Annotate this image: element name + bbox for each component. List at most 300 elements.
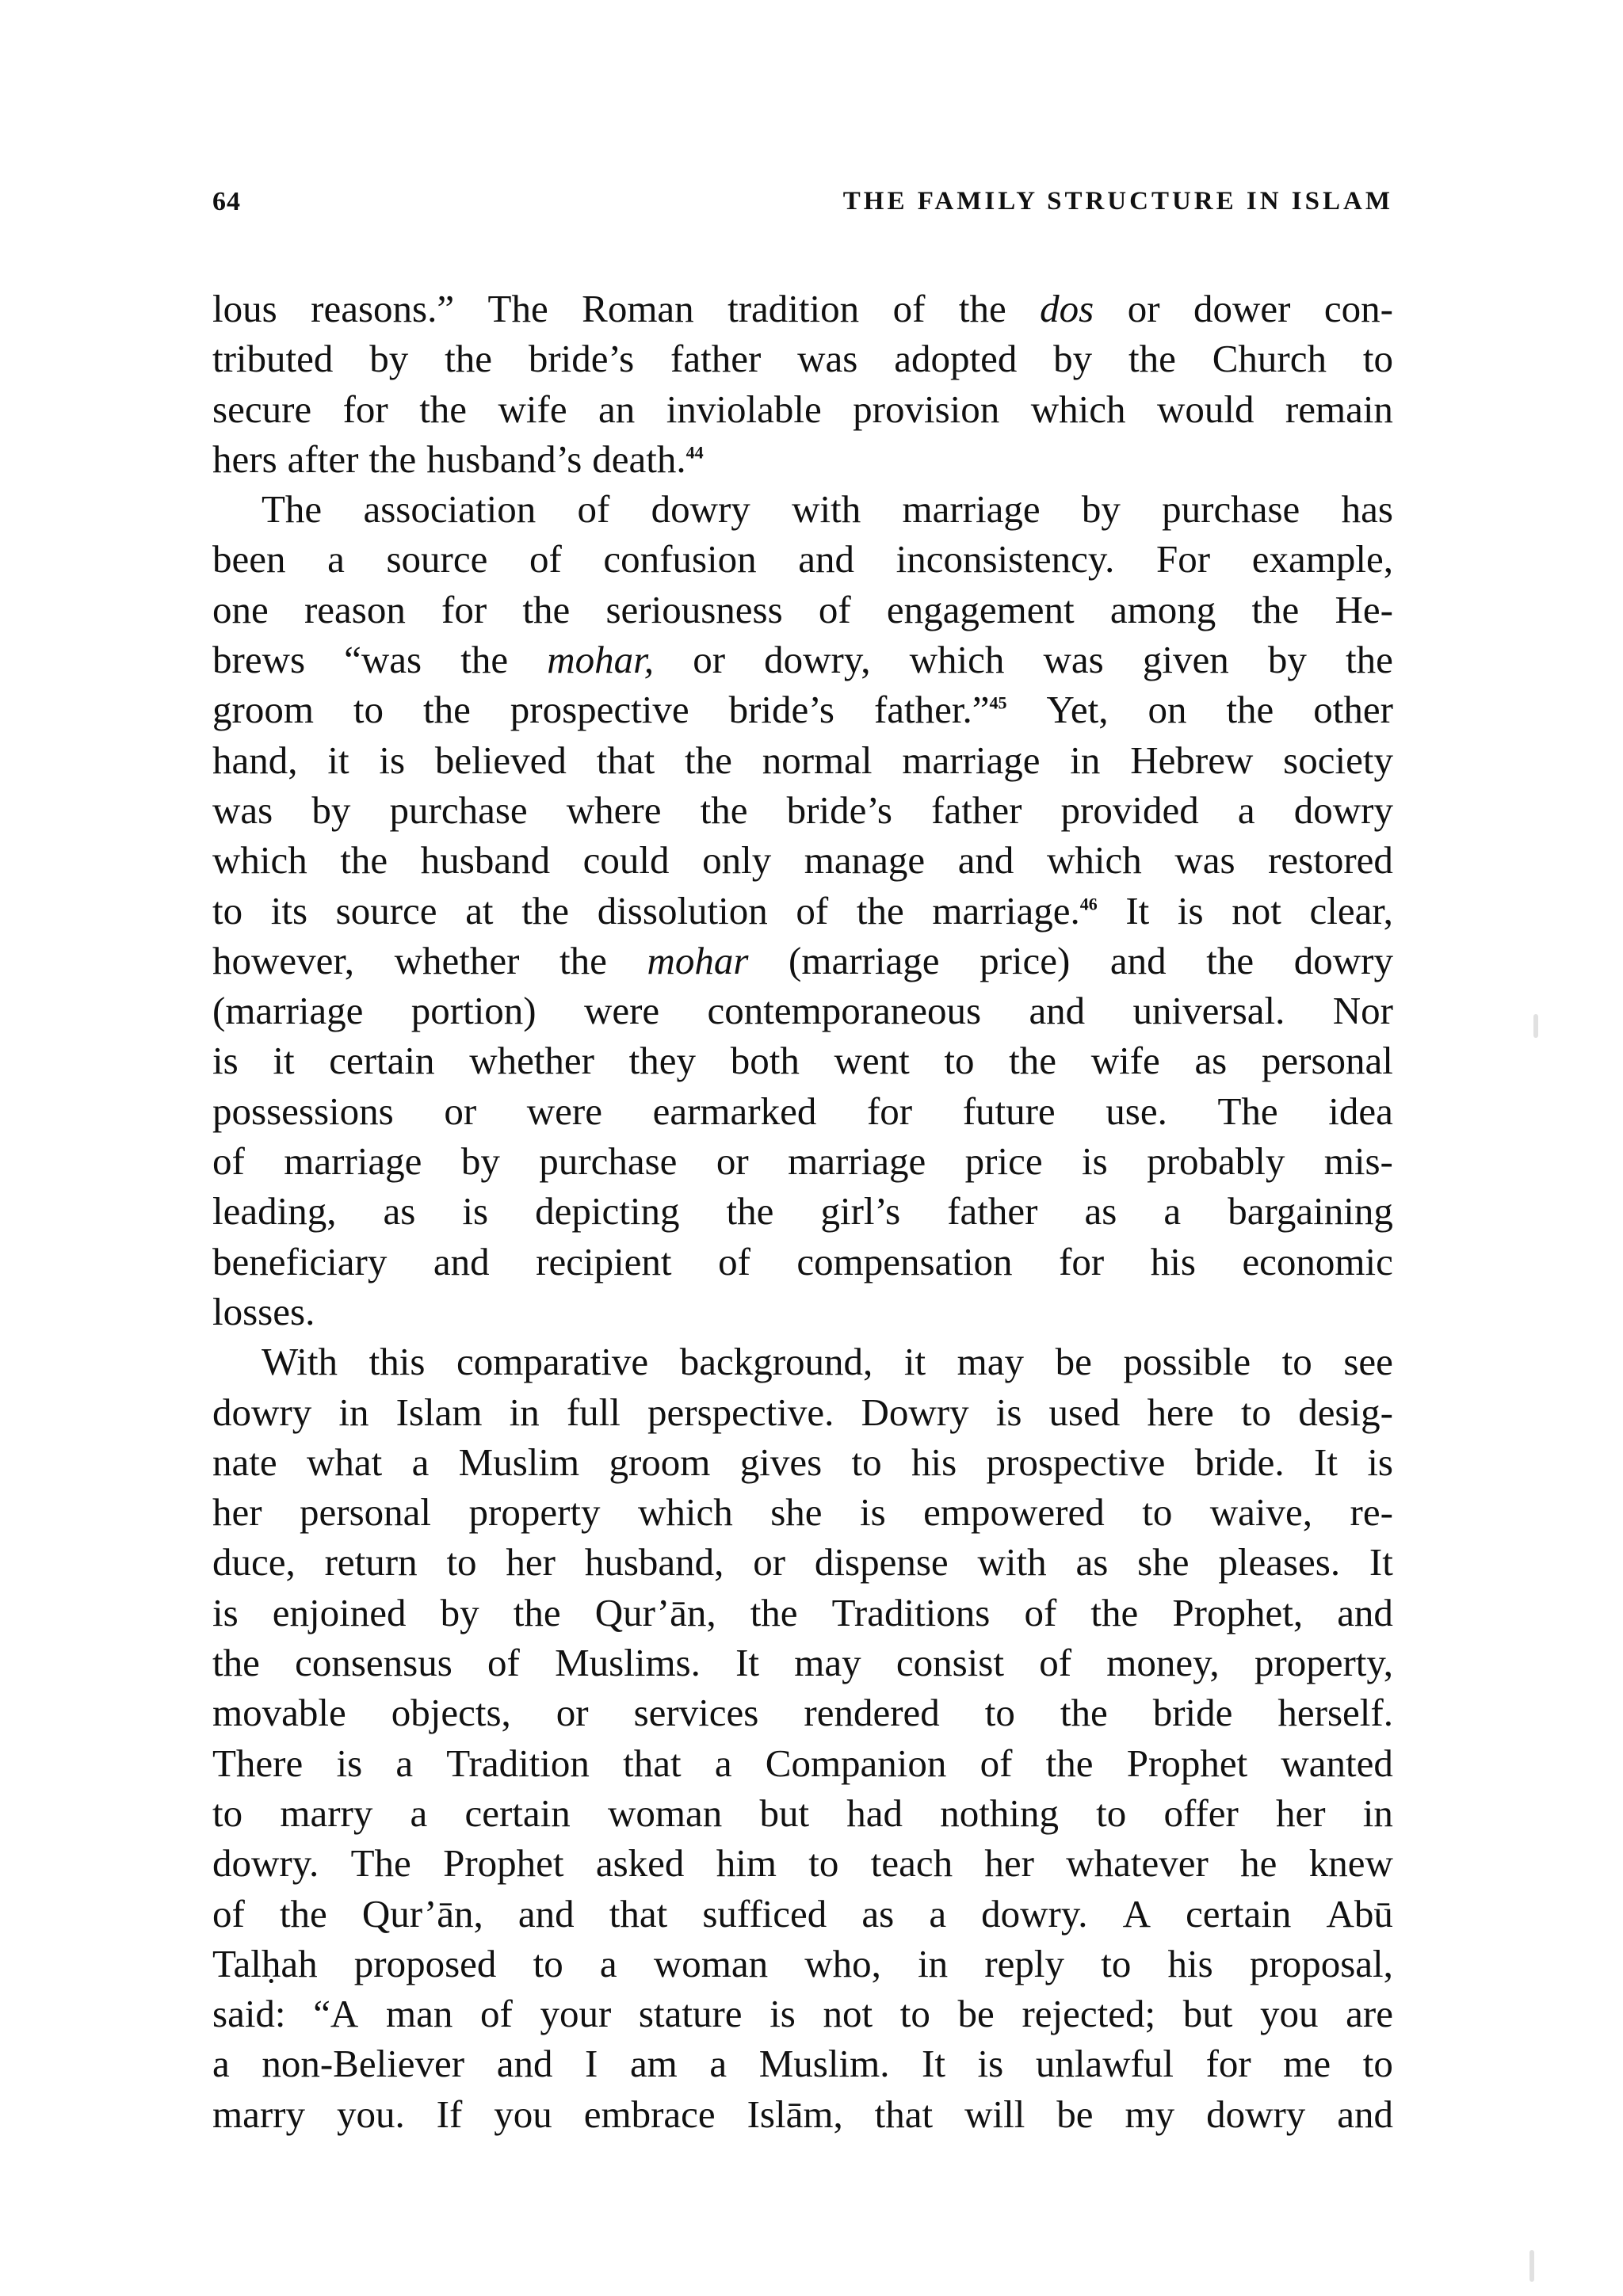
word: “was: [344, 638, 422, 682]
word: bride’s: [528, 337, 635, 381]
word: rendered: [804, 1691, 940, 1735]
word: however,: [212, 938, 354, 982]
word: her: [1276, 1791, 1326, 1835]
text-line: [212, 1186, 1393, 1236]
word: is: [1082, 1139, 1108, 1184]
word: a: [212, 2042, 230, 2086]
word: services: [633, 1691, 759, 1735]
word: offer: [1163, 1791, 1239, 1835]
word: prospective: [986, 1440, 1166, 1484]
word: is: [860, 1490, 886, 1535]
word: or: [753, 1540, 786, 1585]
running-title: THE FAMILY STRUCTURE IN ISLAM: [842, 187, 1393, 215]
word: perspective.: [647, 1390, 834, 1434]
word: you.: [336, 2092, 405, 2136]
word: use.: [1106, 1089, 1167, 1133]
word: to: [1240, 1390, 1272, 1434]
word: a: [714, 1741, 732, 1785]
word: gives: [739, 1440, 823, 1484]
word: and: [1029, 989, 1086, 1033]
word: his: [911, 1440, 957, 1484]
word: the: [726, 1189, 774, 1234]
text-line: [212, 735, 1393, 785]
word: would: [1156, 387, 1254, 431]
word: be: [957, 1992, 995, 2036]
text-line: [212, 534, 1393, 584]
text-line: [212, 1437, 1393, 1487]
word: to: [353, 688, 384, 732]
word: which: [637, 1490, 733, 1535]
word: for: [866, 1089, 913, 1133]
word: the: [750, 1590, 798, 1634]
word: Prophet: [1126, 1741, 1248, 1785]
word: consist: [896, 1641, 1004, 1685]
word: whether: [469, 1039, 595, 1083]
word: economic: [1242, 1239, 1393, 1283]
word: by: [311, 788, 351, 832]
word: comparative: [456, 1340, 649, 1384]
word: price): [980, 938, 1071, 982]
running-head: [212, 187, 1393, 231]
word: of: [818, 587, 851, 631]
word: is: [336, 1741, 363, 1785]
word: Companion: [765, 1741, 947, 1785]
word: objects,: [391, 1691, 511, 1735]
word: by: [1267, 638, 1307, 682]
word: and: [1337, 1590, 1393, 1634]
word: that: [596, 738, 655, 782]
word: duce,: [212, 1540, 296, 1585]
word: only: [702, 838, 772, 883]
word: marriage: [788, 1139, 926, 1184]
word: It: [922, 2042, 945, 2086]
word: probably: [1147, 1139, 1285, 1184]
word: brews: [212, 638, 306, 682]
word: tradition: [727, 287, 860, 330]
word: by: [369, 337, 409, 381]
word: rejected;: [1022, 1992, 1156, 2036]
word: clear,: [1309, 888, 1393, 933]
word: and: [496, 2042, 553, 2086]
word: this: [369, 1340, 426, 1384]
word: and: [957, 838, 1014, 883]
word: a: [709, 2042, 727, 2086]
word: inconsistency.: [896, 537, 1115, 582]
word: the: [1128, 337, 1176, 381]
text-line: [212, 384, 1393, 434]
word: him: [716, 1841, 777, 1886]
word: pleases.: [1218, 1540, 1341, 1585]
word: the: [521, 888, 570, 933]
word: dowry.: [212, 1841, 319, 1886]
word: the: [700, 788, 748, 832]
word: woman: [653, 1941, 769, 1985]
word: (marriage: [212, 989, 364, 1033]
word: compensation: [796, 1239, 1013, 1283]
word: The: [487, 287, 548, 330]
word: believed: [434, 738, 567, 782]
word: hers: [212, 437, 277, 481]
word: source: [335, 888, 437, 933]
word: manage: [804, 838, 926, 883]
text-line: [212, 334, 1393, 383]
word: seriousness: [605, 587, 783, 631]
word: the: [369, 437, 417, 481]
word: the: [513, 1590, 561, 1634]
word: sufficed: [702, 1891, 827, 1936]
word: of: [1039, 1641, 1072, 1685]
word: teach: [870, 1841, 953, 1886]
word: by: [1081, 487, 1121, 532]
word: and: [1337, 2092, 1393, 2136]
word: other: [1313, 688, 1393, 732]
word: to: [1281, 1340, 1312, 1384]
word: been: [212, 537, 286, 582]
word: as: [1084, 1189, 1117, 1234]
text-line: [212, 2039, 1393, 2088]
text-line: [212, 1537, 1393, 1587]
word: among: [1109, 587, 1216, 631]
word: marry: [212, 2092, 305, 2136]
word: at: [465, 888, 494, 933]
word: to: [533, 1941, 563, 1985]
word: as: [861, 1891, 895, 1936]
word: is: [769, 1992, 796, 2036]
word: were: [583, 989, 660, 1033]
word: is: [1177, 888, 1204, 933]
word: a: [395, 1741, 414, 1785]
word: that: [623, 1741, 682, 1785]
word: in: [1070, 738, 1101, 782]
word: a: [599, 1941, 617, 1985]
word: but: [759, 1791, 810, 1835]
word: society: [1283, 738, 1393, 782]
text-line: [212, 1939, 1393, 1989]
word: not: [1232, 888, 1281, 933]
word: was: [797, 337, 858, 381]
text-line: [212, 1337, 1393, 1386]
word: A: [1122, 1891, 1151, 1936]
word: was: [1174, 838, 1235, 883]
word: to: [212, 1791, 243, 1835]
word: for: [1205, 2042, 1251, 2086]
word: dower: [1193, 287, 1291, 330]
word: marry: [280, 1791, 373, 1835]
word: of: [479, 1992, 513, 2036]
word: enjoined: [272, 1590, 407, 1634]
word: dispense: [814, 1540, 949, 1585]
text-line: [212, 1688, 1393, 1737]
word: by: [1053, 337, 1093, 381]
word: his: [1150, 1239, 1196, 1283]
word: personal: [300, 1490, 432, 1535]
word: wanted: [1281, 1741, 1393, 1785]
word: He-: [1335, 587, 1393, 631]
word: husband,: [584, 1540, 724, 1585]
word: to: [1101, 1941, 1132, 1985]
word: not: [823, 1992, 873, 2036]
word: [647, 936, 748, 986]
footnote-marker: 46: [1079, 894, 1098, 914]
word: which: [909, 638, 1005, 682]
word: may: [794, 1641, 861, 1685]
word: Muslims.: [555, 1641, 701, 1685]
word-text: marriage.: [932, 888, 1080, 933]
word: purchase: [539, 1139, 678, 1184]
word: marriage: [902, 738, 1041, 782]
word: restored: [1268, 838, 1393, 883]
text-line: [212, 1889, 1393, 1939]
word: which: [212, 838, 307, 883]
word: prospective: [510, 688, 689, 732]
word: was: [1043, 638, 1104, 682]
word: dowry: [1293, 788, 1393, 832]
text-line: [212, 1136, 1393, 1186]
word: tributed: [212, 337, 334, 381]
word: is: [379, 738, 406, 782]
word: normal: [762, 738, 873, 782]
word: the: [958, 287, 1006, 330]
word: wife: [1090, 1039, 1160, 1083]
word: here: [1147, 1390, 1214, 1434]
text-line: [212, 936, 1393, 986]
word: Roman: [582, 287, 694, 330]
word: [874, 685, 1007, 734]
word-text: dos: [1040, 287, 1094, 330]
word: that: [609, 1891, 668, 1936]
word: losses.: [212, 1289, 315, 1333]
word: husband: [420, 838, 551, 883]
word: by: [440, 1590, 479, 1634]
word: recipient: [536, 1239, 672, 1283]
text-line: [212, 434, 1393, 484]
word: engagement: [886, 587, 1075, 631]
text-line: [212, 1035, 1393, 1085]
word: or: [556, 1691, 589, 1735]
word: of: [1024, 1590, 1057, 1634]
word: had: [846, 1791, 903, 1835]
word: Qur’ān,: [594, 1590, 716, 1634]
word: source: [386, 537, 488, 582]
word: on: [1148, 688, 1187, 732]
word: embrace: [583, 2092, 716, 2136]
text-line: [212, 1287, 1393, 1337]
word: used: [1048, 1390, 1121, 1434]
text-line: [212, 1638, 1393, 1688]
word: bride’s: [786, 788, 893, 832]
word: one: [212, 587, 269, 631]
text-line: [212, 1788, 1393, 1838]
word: the: [856, 888, 904, 933]
word: I: [585, 2042, 598, 2086]
word: bride: [1152, 1691, 1233, 1735]
word: to: [984, 1691, 1015, 1735]
word: is: [977, 2042, 1004, 2086]
text-line: [212, 484, 1393, 534]
word: With: [262, 1340, 338, 1384]
word: of: [212, 1139, 245, 1184]
word: to: [1362, 2042, 1393, 2086]
word-text: mohar,: [547, 638, 655, 682]
word: depicting: [535, 1189, 680, 1234]
word: her: [506, 1540, 556, 1585]
word: Talḥah: [212, 1941, 318, 1985]
word: groom: [212, 688, 314, 732]
word: wife: [498, 387, 567, 431]
word: and: [798, 537, 855, 582]
word: (marriage: [789, 938, 940, 982]
word: background,: [679, 1340, 873, 1384]
word: is: [212, 1039, 239, 1083]
word: asked: [595, 1841, 685, 1886]
word: girl’s: [820, 1189, 901, 1234]
word: me: [1283, 2042, 1331, 2086]
word: dowry.: [981, 1891, 1088, 1936]
text-line: [212, 1086, 1393, 1136]
word: It: [1369, 1540, 1393, 1585]
text-line: [212, 986, 1393, 1035]
text-line: [212, 835, 1393, 885]
word: knew: [1308, 1841, 1393, 1886]
word: is: [1367, 1440, 1393, 1484]
word: certain: [329, 1039, 435, 1083]
word: they: [628, 1039, 697, 1083]
word: a: [327, 537, 345, 582]
page-number: 64: [212, 187, 241, 216]
word: remain: [1285, 387, 1393, 431]
word: of: [980, 1741, 1013, 1785]
word: to: [1362, 337, 1393, 381]
text-line: [212, 1487, 1393, 1537]
word: of: [892, 287, 926, 330]
word: inviolable: [666, 387, 822, 431]
word: [547, 635, 654, 685]
word: you: [1260, 1992, 1319, 2036]
word: in: [918, 1941, 949, 1985]
text-line: [212, 284, 1393, 334]
scan-mark: [1533, 1014, 1538, 1038]
word: the: [522, 587, 571, 631]
word: provided: [1060, 788, 1199, 832]
word: the: [1060, 1691, 1108, 1735]
word: possessions: [212, 1089, 394, 1133]
word: or: [716, 1139, 749, 1184]
word: in: [338, 1390, 369, 1434]
word: the: [212, 1641, 260, 1685]
word: am: [629, 2042, 678, 2086]
word: of: [487, 1641, 520, 1685]
word: Prophet,: [1172, 1590, 1304, 1634]
word: dowry: [212, 1390, 312, 1434]
word: and: [1109, 938, 1167, 982]
word: both: [730, 1039, 800, 1083]
word: but: [1182, 1992, 1233, 2036]
word: lous: [212, 287, 277, 330]
word: of: [529, 537, 562, 582]
word: It: [1314, 1440, 1338, 1484]
word: my: [1125, 2092, 1175, 2136]
word: or: [693, 638, 726, 682]
word: that: [874, 2092, 934, 2136]
word: example,: [1251, 537, 1393, 582]
word: portion): [411, 989, 537, 1033]
word: of: [796, 888, 829, 933]
word: in: [1362, 1791, 1393, 1835]
word: nate: [212, 1440, 277, 1484]
word: is: [212, 1590, 239, 1634]
word: is: [995, 1390, 1022, 1434]
word: stature: [638, 1992, 743, 2036]
word: will: [964, 2092, 1025, 2136]
word: as: [1194, 1039, 1228, 1083]
word: as: [383, 1189, 416, 1234]
word: certain: [1186, 1891, 1292, 1936]
word: reason: [304, 587, 406, 631]
word: to: [1142, 1490, 1173, 1535]
body-text: [212, 284, 1393, 2139]
text-line: [212, 1588, 1393, 1638]
word: [592, 434, 703, 484]
word: its: [270, 888, 308, 933]
word: reply: [984, 1941, 1065, 1985]
word: dowry: [1293, 938, 1393, 982]
word: who,: [804, 1941, 881, 1985]
word: which: [1030, 387, 1126, 431]
word: property: [468, 1490, 601, 1535]
word: unlawful: [1035, 2042, 1174, 2086]
word: in: [509, 1390, 540, 1434]
word: “A: [313, 1992, 359, 2036]
word: she: [770, 1490, 823, 1535]
word: of: [212, 1891, 245, 1936]
word: a: [1237, 788, 1255, 832]
word: marriage: [902, 487, 1041, 532]
word-text: father.”: [873, 688, 990, 732]
word: the: [1206, 938, 1254, 982]
footnote-marker: 44: [685, 442, 704, 463]
word: to: [899, 1992, 930, 2036]
word: earmarked: [652, 1089, 817, 1133]
word: return: [324, 1540, 418, 1585]
word: Nor: [1332, 989, 1393, 1033]
word: or: [1127, 287, 1160, 330]
word: for: [1059, 1239, 1105, 1283]
word: what: [306, 1440, 383, 1484]
word: bride.: [1194, 1440, 1285, 1484]
word: whether: [394, 938, 520, 982]
word: leading,: [212, 1189, 337, 1234]
word: a: [411, 1440, 430, 1484]
word: Qur’ān,: [361, 1891, 483, 1936]
word: with: [977, 1540, 1047, 1585]
word: bride’s: [728, 688, 834, 732]
word: father: [947, 1189, 1038, 1234]
word: con-: [1323, 287, 1393, 330]
word: dissolution: [597, 888, 768, 933]
word: It: [1125, 888, 1150, 933]
word: to: [808, 1841, 839, 1886]
word: to: [446, 1540, 477, 1585]
word: by: [460, 1139, 500, 1184]
word-text: mohar: [647, 938, 749, 982]
word: see: [1343, 1340, 1393, 1384]
word: contemporaneous: [707, 989, 982, 1033]
word: Hebrew: [1130, 738, 1254, 782]
word: adopted: [894, 337, 1018, 381]
word: to: [944, 1039, 975, 1083]
text-line: [212, 685, 1393, 734]
word: reasons.”: [311, 287, 455, 330]
